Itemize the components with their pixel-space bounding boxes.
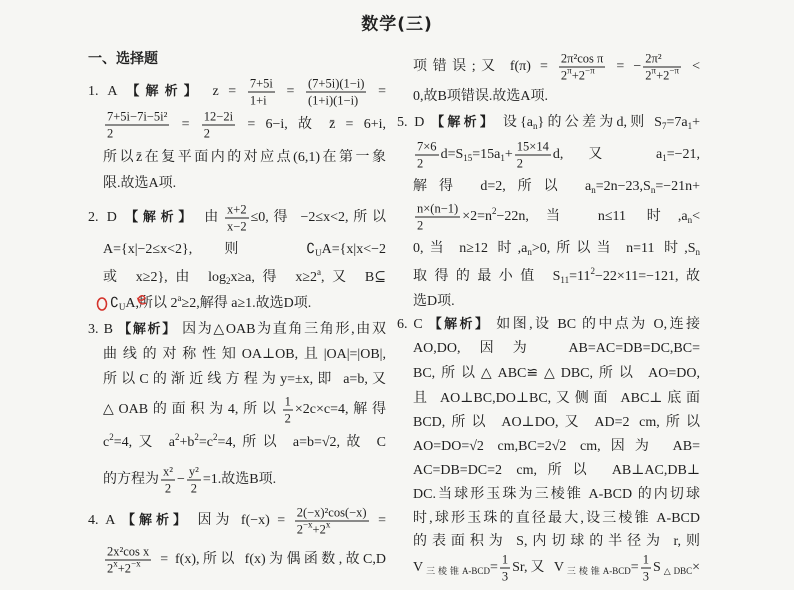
text-segment: A={x|−2≤x<2},则 ∁ bbox=[103, 242, 316, 257]
text-segment: = bbox=[171, 117, 200, 133]
subscript: 7 bbox=[661, 121, 667, 131]
text-segment: + bbox=[692, 115, 700, 130]
right-column-line-15 bbox=[413, 461, 700, 481]
text-segment: 时,球形玉珠的直径最大,设三棱锥 A-BCD bbox=[413, 511, 700, 526]
text-segment: = 6−i, 故 z̄ = 6+i, bbox=[237, 117, 386, 133]
text-segment: −22n,当 n≤11 时,a bbox=[496, 209, 688, 225]
text-segment: 限.故选A项. bbox=[103, 176, 177, 191]
text-segment: AO,DO,因为 AB=AC=DB=DC,BC= bbox=[413, 341, 700, 356]
text-segment: 5. D bbox=[397, 115, 432, 130]
text-segment: +2 bbox=[312, 522, 326, 537]
text-segment: 项错误;又 f(π) = bbox=[413, 59, 557, 75]
text-segment: 2 bbox=[645, 68, 652, 83]
text-segment: 的表面积为 S,内切球的半径为 r,则 bbox=[413, 534, 700, 549]
right-column-line-12 bbox=[413, 389, 700, 409]
text-segment: −22×11=−121,故 bbox=[594, 269, 700, 284]
fraction-numerator: 2x²cos x bbox=[107, 544, 150, 559]
right-column-line-1 bbox=[413, 87, 548, 107]
superscript: π bbox=[567, 65, 572, 76]
text-segment: 所以C的渐近线方程为y=±x,即 a=b,又 bbox=[103, 372, 386, 387]
right-column-line-19 bbox=[413, 553, 700, 584]
text-segment: = bbox=[370, 513, 386, 529]
fraction bbox=[248, 77, 275, 108]
subscript: 三棱锥A-BCD bbox=[563, 566, 631, 577]
fraction-denominator: 2 bbox=[107, 126, 114, 141]
subscript: 11 bbox=[560, 275, 570, 285]
subscript: U bbox=[118, 302, 126, 312]
fraction bbox=[161, 465, 175, 496]
subscript: n bbox=[687, 215, 693, 226]
text-segment: Sr,又 V bbox=[512, 560, 564, 576]
text-segment: =c bbox=[198, 435, 213, 450]
section-heading bbox=[88, 49, 158, 69]
bold-label: 【解析】 bbox=[126, 84, 203, 100]
right-column-line-2 bbox=[397, 113, 700, 133]
fraction bbox=[105, 545, 151, 576]
superscript: −x bbox=[302, 519, 313, 530]
text-segment: ×2c×c=4,解得 bbox=[294, 402, 386, 418]
text-segment: 一、选择题 bbox=[88, 51, 158, 67]
left-column-line-14 bbox=[103, 465, 276, 496]
text-segment: = bbox=[368, 84, 386, 100]
text-segment: △OAB的面积为4,所以 bbox=[103, 402, 281, 418]
text-segment: + bbox=[504, 147, 513, 163]
text-segment: AC=DB=DC=2 cm,所以 AB⊥AC,DB⊥ bbox=[413, 463, 700, 478]
text-segment: V bbox=[413, 560, 424, 576]
text-segment: < bbox=[683, 59, 700, 75]
text-segment: 因为△OAB为直角三角形,由双 bbox=[176, 322, 386, 337]
text-segment: = bbox=[489, 560, 498, 576]
fraction-denominator: 1+i bbox=[249, 93, 267, 108]
fraction bbox=[415, 140, 439, 171]
fraction-denominator: 2 bbox=[417, 156, 424, 171]
superscript: a bbox=[177, 293, 182, 303]
text-segment: = bbox=[276, 84, 305, 100]
left-column-line-11 bbox=[103, 370, 386, 390]
subscript: 1 bbox=[662, 153, 667, 164]
fraction bbox=[415, 202, 460, 233]
fraction-denominator: 2 bbox=[190, 481, 198, 496]
text-segment: +2 bbox=[117, 561, 132, 576]
fraction-numerator: x+2 bbox=[227, 202, 247, 217]
superscript: 2 bbox=[590, 266, 595, 276]
subscript: n bbox=[533, 121, 538, 131]
superscript: 2 bbox=[109, 432, 114, 442]
bold-label: 【解析】 bbox=[428, 317, 491, 332]
text-segment: ,又 B⊆ bbox=[321, 270, 386, 285]
fraction-denominator bbox=[559, 65, 605, 83]
page-title: 数学(三) bbox=[361, 14, 433, 35]
text-segment: =15a bbox=[472, 147, 501, 163]
superscript: 2 bbox=[491, 206, 497, 217]
text-segment: 6. C bbox=[397, 317, 429, 332]
text-segment: +2 bbox=[656, 68, 670, 83]
text-segment: d=S bbox=[440, 147, 464, 163]
fraction-denominator: 3 bbox=[642, 569, 649, 584]
text-segment: 2. D bbox=[88, 210, 126, 226]
text-segment: =−21n+ bbox=[655, 179, 700, 194]
text-segment: 由 bbox=[196, 210, 224, 226]
right-column-line-4 bbox=[413, 177, 700, 197]
text-segment: c bbox=[103, 435, 110, 450]
fraction-denominator: 2 bbox=[203, 126, 211, 141]
text-segment: =1.故选B项. bbox=[202, 472, 277, 488]
fraction-numerator: 1 bbox=[284, 394, 291, 409]
superscript: −π bbox=[585, 65, 595, 76]
left-column-line-6 bbox=[103, 240, 386, 260]
right-column-line-17 bbox=[413, 509, 700, 529]
subscript: 2 bbox=[226, 276, 231, 286]
text-segment: × bbox=[692, 560, 700, 576]
superscript: x bbox=[325, 519, 331, 530]
fraction-denominator: (1+i)(1−i) bbox=[308, 93, 359, 108]
fraction-numerator: 15×14 bbox=[516, 139, 549, 154]
superscript: 2 bbox=[174, 432, 180, 442]
text-segment: ≤0,得 −2≤x<2,所以 bbox=[250, 210, 386, 226]
text-segment: 2 bbox=[296, 522, 303, 537]
right-column-line-9 bbox=[397, 315, 700, 335]
right-column-line-8 bbox=[413, 292, 455, 312]
fraction bbox=[515, 140, 551, 171]
fraction-numerator: x² bbox=[163, 464, 173, 479]
left-column-line-5 bbox=[88, 203, 386, 234]
fraction bbox=[225, 203, 249, 234]
text-segment: +2 bbox=[571, 68, 586, 83]
left-column-line-10 bbox=[103, 345, 386, 365]
handwritten-mark bbox=[94, 290, 154, 314]
left-column-line-1 bbox=[88, 77, 386, 108]
left-column-line-12 bbox=[103, 395, 386, 426]
superscript: 2 bbox=[212, 432, 218, 442]
bold-label: 【解析】 bbox=[118, 322, 177, 337]
fraction-denominator: 2 bbox=[164, 481, 172, 496]
fraction-numerator: 1 bbox=[501, 552, 509, 567]
fraction-numerator: 7+5i−7i−5i² bbox=[107, 109, 168, 124]
fraction bbox=[105, 110, 169, 141]
text-segment: =4,所以 a=b=√2,故 C bbox=[217, 435, 387, 450]
text-segment: BCD,所以 AO⊥DO,又 AD=2 cm,所以 bbox=[413, 415, 700, 430]
right-column-line-14 bbox=[413, 437, 700, 457]
subscript: 1 bbox=[500, 153, 505, 164]
fraction-denominator: 2 bbox=[516, 156, 524, 171]
fraction bbox=[187, 465, 201, 496]
subscript: n bbox=[591, 185, 596, 195]
fraction bbox=[306, 77, 366, 108]
text-segment: 因为 f(−x) = bbox=[190, 513, 293, 529]
fraction-numerator: 7+5i bbox=[249, 76, 273, 91]
text-segment: A,所以 2 bbox=[125, 296, 178, 311]
fraction bbox=[559, 52, 605, 83]
text-segment: = − bbox=[607, 59, 642, 75]
fraction-denominator bbox=[105, 558, 151, 576]
text-segment: 所以z̄在复平面内的对应点(6,1)在第一象 bbox=[103, 150, 386, 165]
text-segment: 解得 d=2,所以 a bbox=[413, 179, 592, 194]
text-segment: 1. A bbox=[88, 84, 127, 100]
fraction-numerator: 2π²cos π bbox=[560, 51, 604, 66]
subscript: n bbox=[695, 247, 700, 257]
left-column-line-13 bbox=[103, 433, 386, 453]
fraction-denominator bbox=[295, 519, 369, 537]
fraction-numerator: 2(−x)²cos(−x) bbox=[296, 505, 367, 520]
fraction bbox=[643, 52, 681, 83]
text-segment: AO=DO=√2 cm,BC=2√2 cm,因为 AB= bbox=[413, 439, 700, 454]
fraction bbox=[500, 553, 510, 584]
fraction bbox=[295, 506, 369, 537]
right-column-line-16 bbox=[413, 485, 700, 505]
text-segment: =11 bbox=[569, 269, 591, 284]
left-column-line-2 bbox=[103, 110, 386, 141]
fraction-denominator bbox=[643, 65, 681, 83]
right-column-line-10 bbox=[413, 339, 700, 359]
text-segment: d,又 a bbox=[552, 147, 663, 163]
subscript: △DBC bbox=[660, 566, 693, 577]
fraction-numerator: n×(n−1) bbox=[417, 201, 459, 216]
text-segment: 0,故B项错误.故选A项. bbox=[413, 89, 548, 104]
text-segment: 设{a bbox=[496, 115, 534, 130]
text-segment: BC,所以△ABC≌△DBC,所以 AO=DO, bbox=[413, 366, 700, 381]
text-segment: = f(x),所以 f(x)为偶函数,故C,D bbox=[153, 552, 386, 568]
left-column-line-16 bbox=[103, 545, 386, 576]
text-segment: 选D项. bbox=[413, 294, 455, 309]
text-segment: =−21, bbox=[666, 147, 700, 163]
right-column-line-6 bbox=[413, 239, 700, 259]
text-segment: x≥a,得 x≥2 bbox=[230, 270, 317, 285]
left-column-line-3 bbox=[103, 148, 386, 168]
subscript: 三棱锥A-BCD bbox=[423, 566, 490, 577]
subscript: U bbox=[315, 248, 322, 258]
right-column-line-3 bbox=[413, 140, 700, 171]
text-segment: =2n−23,S bbox=[595, 179, 651, 194]
bold-label: 【解析】 bbox=[431, 115, 497, 130]
left-column-line-15 bbox=[88, 506, 386, 537]
text-segment: 取得的最小值 S bbox=[413, 269, 561, 284]
fraction bbox=[641, 553, 651, 584]
right-column-line-0 bbox=[413, 52, 700, 83]
superscript: π bbox=[651, 65, 657, 76]
text-segment: ≥2,解得 a≥1.故选D项. bbox=[181, 296, 312, 311]
superscript: −x bbox=[131, 558, 141, 569]
fraction-numerator: 1 bbox=[642, 552, 649, 567]
subscript: n bbox=[527, 247, 532, 257]
subscript: 1 bbox=[687, 121, 693, 131]
text-segment: 2 bbox=[107, 561, 114, 576]
text-segment: =4,又 a bbox=[113, 435, 175, 450]
text-segment: 2 bbox=[560, 68, 568, 83]
text-segment: 且 AO⊥BC,DO⊥BC,又侧面 ABC⊥底面 bbox=[413, 391, 700, 406]
text-segment: >0,所以当 n=11 时,S bbox=[531, 241, 696, 256]
left-column-line-4 bbox=[103, 174, 176, 194]
fraction-denominator: 3 bbox=[501, 569, 509, 584]
fraction-denominator: x−2 bbox=[227, 219, 247, 234]
fraction bbox=[283, 395, 293, 426]
fraction-numerator: 7×6 bbox=[417, 139, 437, 154]
text-segment: 曲线的对称性知OA⊥OB,且|OA|=|OB|, bbox=[103, 347, 386, 362]
fraction-numerator: y² bbox=[188, 464, 199, 479]
fraction-denominator: 2 bbox=[284, 411, 291, 426]
right-column-line-11 bbox=[413, 364, 700, 384]
subscript: 15 bbox=[463, 153, 473, 164]
left-column-line-7 bbox=[103, 268, 386, 288]
superscript: x bbox=[113, 558, 118, 569]
text-segment: ×2=n bbox=[462, 209, 492, 225]
text-segment: DC.当球形玉珠为三棱锥 A-BCD 的内切球 bbox=[413, 487, 700, 502]
right-column-line-7 bbox=[413, 267, 700, 287]
text-segment: z = bbox=[202, 84, 246, 100]
fraction-numerator: 2π² bbox=[643, 52, 681, 68]
text-segment: 如图,设 BC 的中点为 O,连接 bbox=[490, 317, 700, 332]
superscript: a bbox=[317, 267, 321, 277]
fraction-numerator: (7+5i)(1−i) bbox=[308, 76, 365, 91]
right-column-line-18 bbox=[413, 532, 700, 552]
bold-label: 【解析】 bbox=[122, 513, 190, 529]
bold-label: 【解析】 bbox=[125, 210, 197, 226]
right-column-line-13 bbox=[413, 413, 700, 433]
left-column-line-9 bbox=[88, 320, 386, 340]
text-segment: =7a bbox=[666, 115, 688, 130]
text-segment: = bbox=[630, 560, 639, 576]
text-segment: − bbox=[177, 472, 185, 488]
text-segment: 0,当 n≥12 时,a bbox=[413, 241, 528, 256]
text-segment: S bbox=[652, 560, 661, 576]
superscript: −π bbox=[669, 65, 680, 76]
text-segment: < bbox=[692, 209, 700, 225]
text-segment: 的方程为 bbox=[103, 472, 159, 488]
right-column-line-5 bbox=[413, 202, 700, 233]
text-segment: ∁ bbox=[110, 296, 119, 311]
text-segment: 4. A bbox=[88, 513, 123, 529]
text-segment: 或 x≥2},由 log bbox=[103, 270, 226, 285]
text-segment: 3. B bbox=[88, 322, 119, 337]
text-segment: +b bbox=[179, 435, 195, 450]
text-segment: A={x|x<−2 bbox=[321, 242, 386, 257]
fraction bbox=[202, 110, 235, 141]
text-segment: }的公差为d,则 S bbox=[537, 115, 662, 130]
fraction-denominator: 2 bbox=[417, 218, 424, 233]
superscript: 2 bbox=[194, 432, 199, 442]
subscript: n bbox=[650, 185, 656, 195]
fraction-numerator: 12−2i bbox=[203, 109, 234, 124]
